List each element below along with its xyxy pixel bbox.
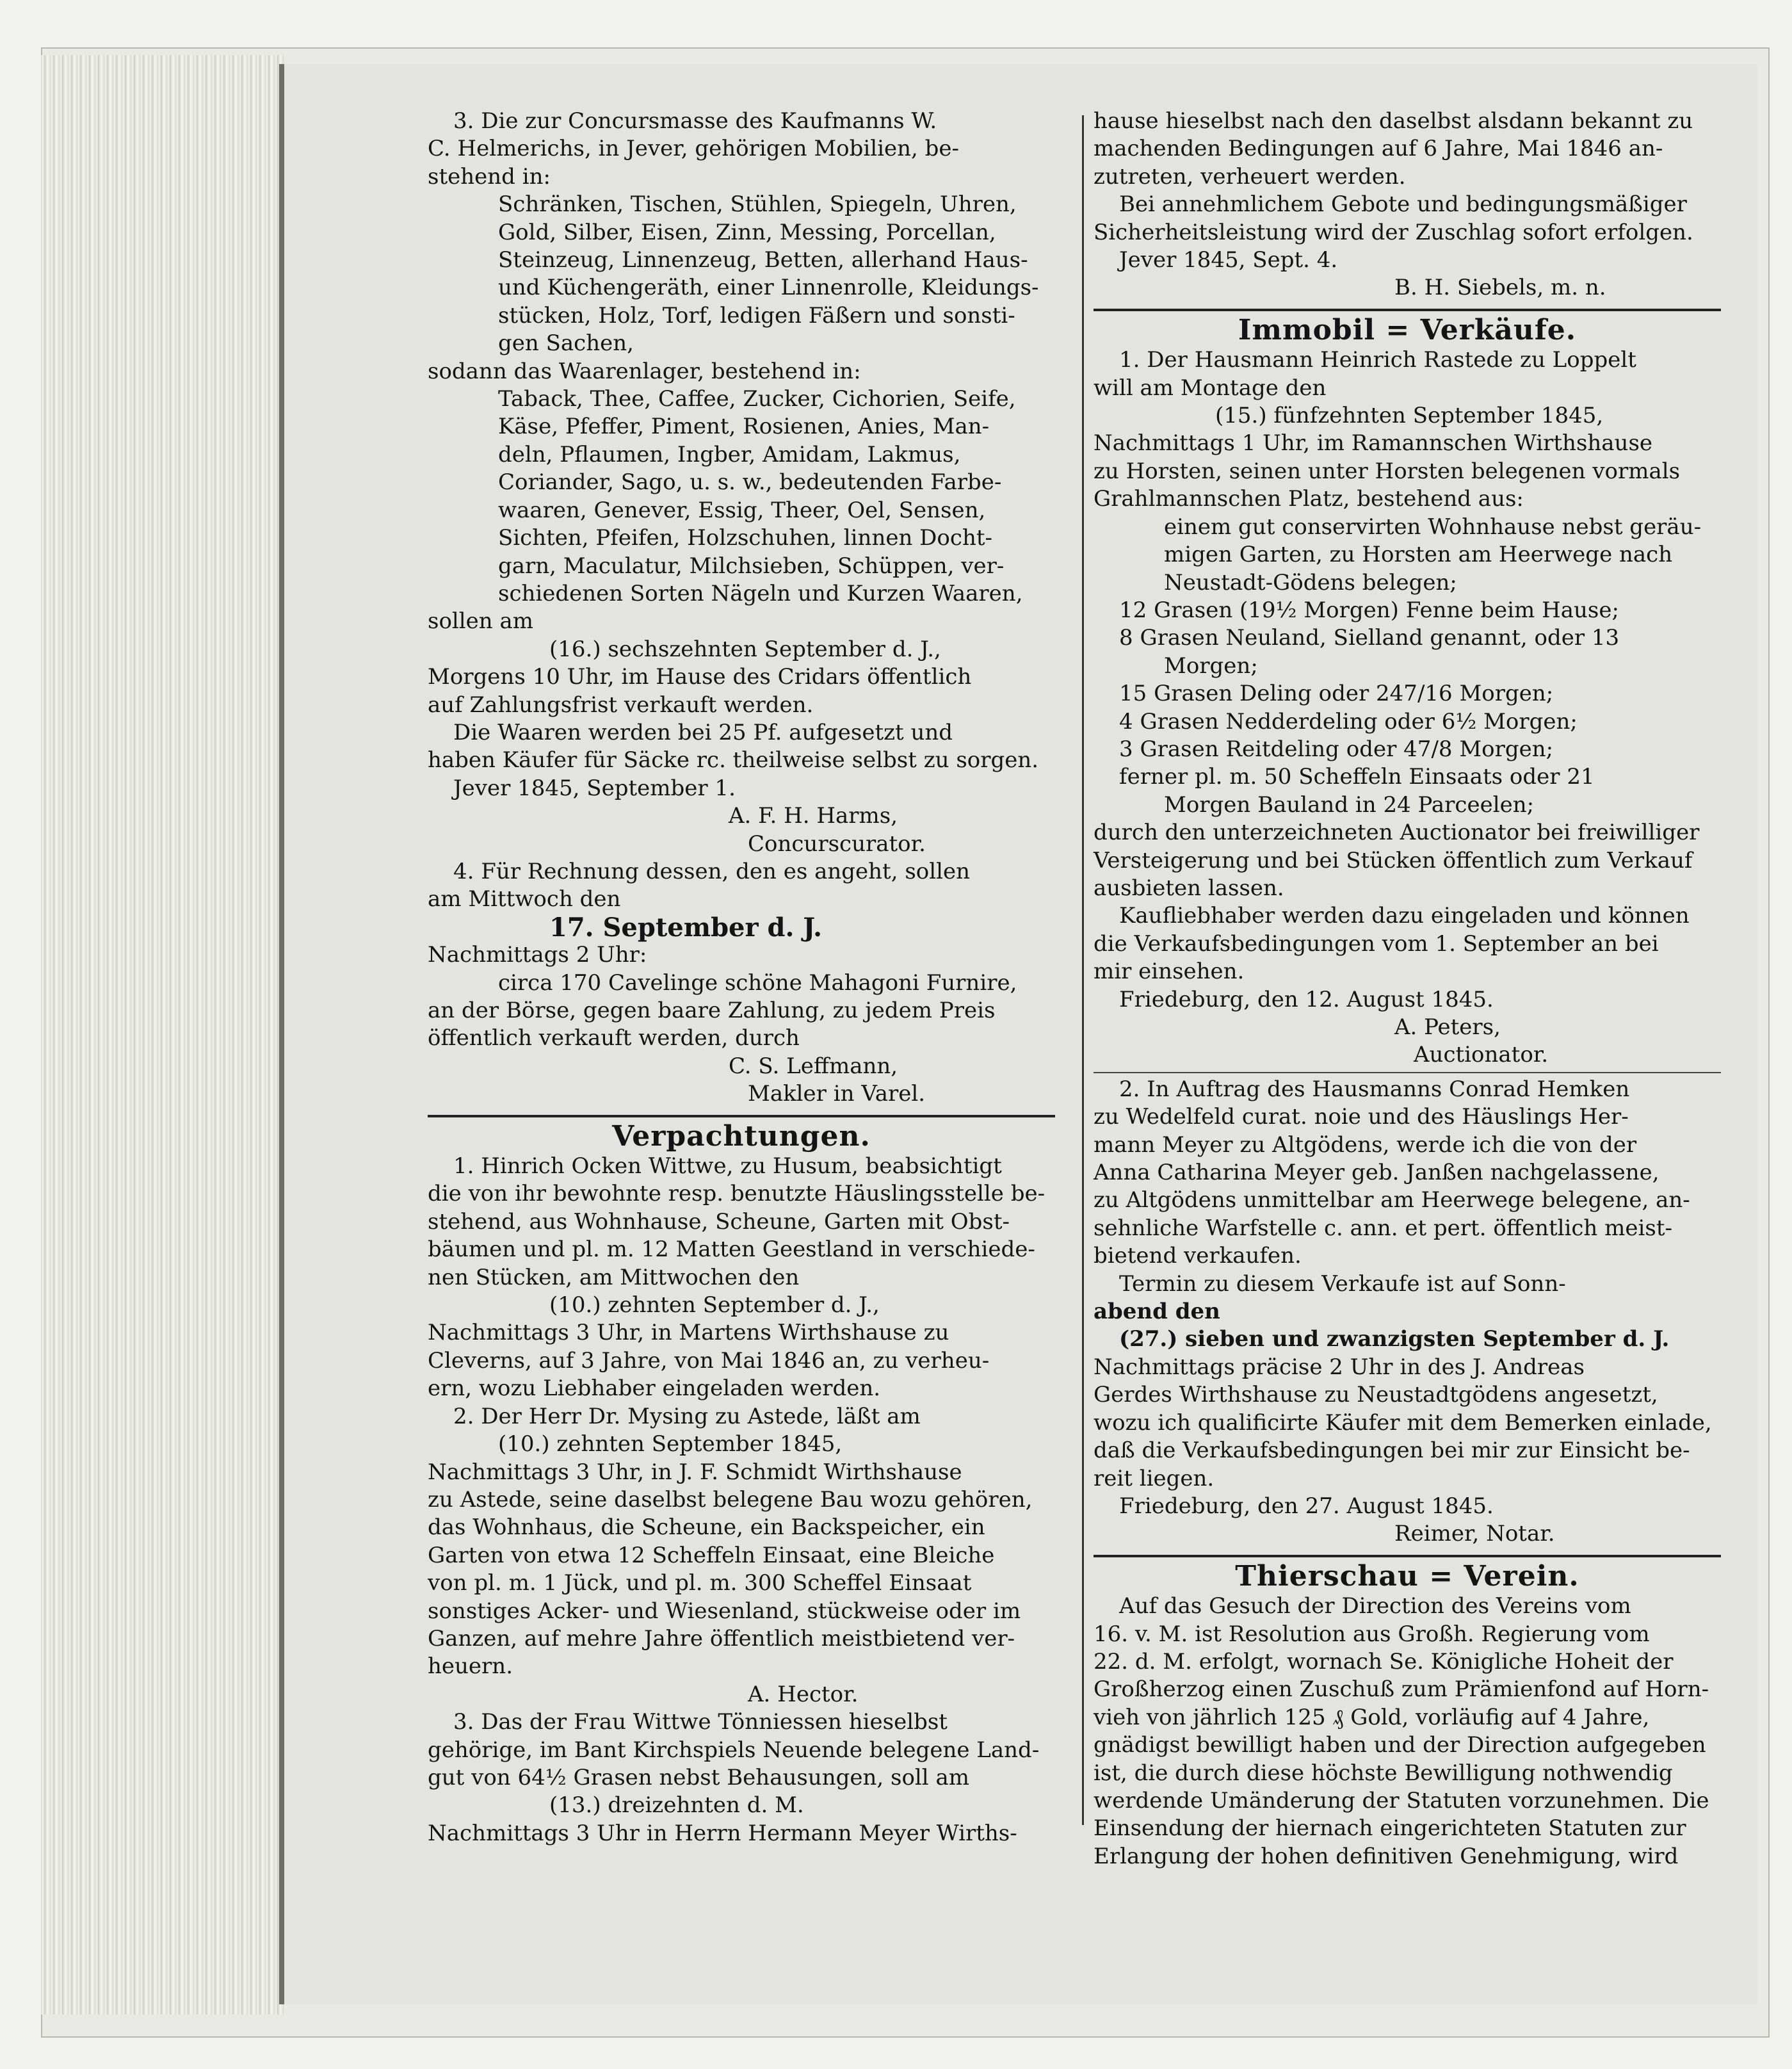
- text-line: nen Stücken, am Mittwochen den: [428, 1264, 800, 1290]
- text-line: migen Garten, zu Horsten am Heerwege nach: [1164, 542, 1673, 568]
- text-line: zu Horsten, seinen unter Horsten belegenen vormals: [1094, 458, 1681, 484]
- text-line: stücken, Holz, Torf, ledigen Fäßern und sonsti-: [498, 302, 1015, 329]
- notice-mahagoni: [428, 858, 1055, 1108]
- signature: A. F. H. Harms,: [729, 803, 898, 829]
- text-line: gehörige, im Bant Kirchspiels Neuende belegene Land-: [428, 1737, 1040, 1763]
- text-line: Anna Catharina Meyer geb. Janßen nachgelassene,: [1094, 1160, 1659, 1186]
- text-line: zu Astede, seine daselbst belegene Bau wozu gehören,: [428, 1486, 1033, 1513]
- text-line: 4 Grasen Nedderdeling oder 6½ Morgen;: [1119, 708, 1578, 734]
- notice-pacht-3: [428, 1708, 1055, 1847]
- date-line: 17. September d. J.: [549, 912, 823, 943]
- text-line: daß die Verkaufsbedingungen bei mir zur Einsicht be-: [1094, 1438, 1690, 1464]
- right-column: [1094, 108, 1721, 1870]
- notice-immobil-1: [1094, 346, 1721, 1069]
- date-line: (15.) fünfzehnten September 1845,: [1215, 403, 1604, 429]
- text-line: machenden Bedingungen auf 6 Jahre, Mai 1846 an-: [1094, 136, 1663, 162]
- notice-continuation: [1094, 108, 1721, 302]
- text-line: durch den unterzeichneten Auctionator bei freiwilliger: [1094, 820, 1700, 846]
- left-column: [428, 108, 1055, 1847]
- text-line: Cleverns, auf 3 Jahre, von Mai 1846 an, zu verheu-: [428, 1347, 990, 1374]
- text-line: 3. Das der Frau Wittwe Tönniessen hieselbst: [453, 1709, 948, 1735]
- text-line: waaren, Genever, Essig, Theer, Oel, Sensen,: [498, 497, 986, 523]
- text-line: Gold, Silber, Eisen, Zinn, Messing, Porcellan,: [498, 219, 996, 245]
- text-line: einem gut conservirten Wohnhause nebst geräu-: [1164, 514, 1702, 540]
- text-line: sollen am: [428, 608, 534, 635]
- signature: A. Hector.: [748, 1681, 859, 1707]
- text-line: 1. Der Hausmann Heinrich Rastede zu Loppelt: [1119, 347, 1636, 373]
- text-line: Bei annehmlichem Gebote und bedingungsmäßiger: [1119, 191, 1687, 218]
- text-line: Sicherheitsleistung wird der Zuschlag sofort erfolgen.: [1094, 219, 1693, 245]
- text-line: Grahlmannschen Platz, bestehend aus:: [1094, 486, 1524, 512]
- text-line: heuern.: [428, 1653, 513, 1680]
- signature: Reimer, Notar.: [1394, 1521, 1555, 1547]
- text-line: 2. In Auftrag des Hausmanns Conrad Hemken: [1119, 1076, 1630, 1102]
- text-line: 2. Der Herr Dr. Mysing zu Astede, läßt am: [453, 1403, 921, 1429]
- text-line: Käse, Pfeffer, Piment, Rosienen, Anies, Man-: [498, 414, 990, 440]
- text-line: Nachmittags 1 Uhr, im Ramannschen Wirthshause: [1094, 430, 1653, 457]
- text-line: Gerdes Wirthshause zu Neustadtgödens angesetzt,: [1094, 1382, 1658, 1408]
- text-line: Coriander, Sago, u. s. w., bedeutenden Farbe-: [498, 469, 1002, 496]
- text-line: garn, Maculatur, Milchsieben, Schüppen, ver-: [498, 553, 1005, 579]
- date-line: (10.) zehnten September d. J.,: [549, 1292, 880, 1318]
- text-line: Morgen Bauland in 24 Parceelen;: [1164, 791, 1535, 818]
- signature: B. H. Siebels, m. n.: [1394, 275, 1606, 301]
- signature: C. S. Leffmann,: [729, 1053, 898, 1079]
- column-divider: [1082, 115, 1084, 1825]
- text-line: sehnliche Warfstelle c. ann. et pert. öffentlich meist-: [1094, 1215, 1672, 1241]
- signature: A. Peters,: [1394, 1014, 1501, 1040]
- section-rule: [428, 1115, 1055, 1117]
- text-line: 22. d. M. erfolgt, wornach Se. Königliche Hoheit der: [1094, 1648, 1674, 1675]
- text-line: stehend, aus Wohnhause, Scheune, Garten mit Obst-: [428, 1208, 1010, 1235]
- text-line: wozu ich qualificirte Käufer mit dem Bemerken einlade,: [1094, 1409, 1712, 1436]
- text-line: haben Käufer für Säcke rc. theilweise selbst zu sorgen.: [428, 747, 1039, 774]
- text-line: mir einsehen.: [1094, 959, 1245, 985]
- text-line: und Küchengeräth, einer Linnenrolle, Kleidungs-: [498, 275, 1039, 301]
- text-line: 3. Die zur Concursmasse des Kaufmanns W.: [453, 108, 937, 134]
- notice-thierschau: [1094, 1593, 1721, 1870]
- text-line: von pl. m. 1 Jück, und pl. m. 300 Scheffel Einsaat: [428, 1570, 972, 1596]
- text-line: Termin zu diesem Verkaufe ist auf Sonn-: [1119, 1270, 1566, 1297]
- text-line: Versteigerung und bei Stücken öffentlich zum Verkauf: [1094, 847, 1693, 873]
- text-line: Schränken, Tischen, Stühlen, Spiegeln, Uhren,: [498, 191, 1017, 218]
- section-heading-immobil: Immobil = Verkäufe.: [1238, 313, 1577, 346]
- text-line: Morgens 10 Uhr, im Hause des Cridars öffentlich: [428, 664, 972, 690]
- text-line: bäumen und pl. m. 12 Matten Geestland in verschiede-: [428, 1237, 1035, 1263]
- notice-concursmasse: [428, 108, 1055, 858]
- section-rule: [1094, 309, 1721, 311]
- text-line: öffentlich verkauft werden, durch: [428, 1025, 800, 1051]
- text-line: Nachmittags 3 Uhr, in J. F. Schmidt Wirthshause: [428, 1459, 962, 1485]
- text-line: schiedenen Sorten Nägeln und Kurzen Waaren,: [498, 580, 1023, 606]
- text-line: Nachmittags präcise 2 Uhr in des J. Andreas: [1094, 1354, 1585, 1380]
- text-line: die Verkaufsbedingungen vom 1. September an bei: [1094, 930, 1659, 957]
- text-line: Nachmittags 3 Uhr in Herrn Hermann Meyer Wirths-: [428, 1820, 1017, 1846]
- text-line: 12 Grasen (19½ Morgen) Fenne beim Hause;: [1119, 597, 1619, 623]
- date-line: (13.) dreizehnten d. M.: [549, 1792, 804, 1819]
- text-line: bietend verkaufen.: [1094, 1243, 1302, 1269]
- text-line: abend den: [1094, 1299, 1220, 1325]
- text-line: Großherzog einen Zuschuß zum Prämienfond auf Horn-: [1094, 1676, 1709, 1703]
- text-line: Taback, Thee, Caffee, Zucker, Cichorien, Seife,: [498, 386, 1016, 412]
- place-date: Jever 1845, Sept. 4.: [1119, 247, 1338, 273]
- text-line: 3 Grasen Reitdeling oder 47/8 Morgen;: [1119, 736, 1554, 762]
- text-line: Ganzen, auf mehre Jahre öffentlich meistbietend ver-: [428, 1625, 1015, 1651]
- signature-title: Makler in Varel.: [748, 1081, 926, 1107]
- page-edges: [41, 55, 284, 2015]
- place-date: Jever 1845, September 1.: [453, 775, 736, 801]
- text-line: circa 170 Cavelinge schöne Mahagoni Furnire,: [498, 970, 1017, 996]
- text-line: reit liegen.: [1094, 1465, 1215, 1491]
- notice-pacht-1: [428, 1153, 1055, 1403]
- text-line: am Mittwoch den: [428, 886, 621, 913]
- text-line: will am Montage den: [1094, 375, 1327, 401]
- place-date: Friedeburg, den 12. August 1845.: [1119, 986, 1494, 1012]
- notice-immobil-2: [1094, 1076, 1721, 1548]
- text-line: Sichten, Pfeifen, Holzschuhen, linnen Docht-: [498, 525, 992, 551]
- text-line: C. Helmerichs, in Jever, gehörigen Mobilien, be-: [428, 136, 959, 162]
- text-line: Die Waaren werden bei 25 Pf. aufgesetzt und: [453, 719, 953, 745]
- section-heading-thierschau: Thierschau = Verein.: [1235, 1559, 1579, 1593]
- text-line: Garten von etwa 12 Scheffeln Einsaat, eine Bleiche: [428, 1542, 995, 1568]
- date-line: (16.) sechszehnten September d. J.,: [549, 636, 941, 662]
- text-line: 4. Für Rechnung dessen, den es angeht, sollen: [453, 858, 971, 884]
- date-line: (27.) sieben und zwanzigsten September d. J.: [1119, 1326, 1670, 1352]
- text-line: ist, die durch diese höchste Bewilligung nothwendig: [1094, 1760, 1673, 1786]
- text-line: Nachmittags 2 Uhr:: [428, 942, 647, 968]
- text-line: mann Meyer zu Altgödens, werde ich die von der: [1094, 1132, 1637, 1158]
- text-line: hause hieselbst nach den daselbst alsdann bekannt zu: [1094, 108, 1693, 134]
- text-line: 15 Grasen Deling oder 247/16 Morgen;: [1119, 681, 1554, 707]
- page-gutter: [279, 64, 284, 2004]
- text-line: Auf das Gesuch der Direction des Vereins vom: [1119, 1593, 1631, 1619]
- text-line: werdende Umänderung der Statuten vorzunehmen. Die: [1094, 1787, 1709, 1813]
- text-line: sonstiges Acker- und Wiesenland, stückweise oder im: [428, 1598, 1021, 1624]
- text-line: Erlangung der hohen definitiven Genehmigung, wird: [1094, 1843, 1679, 1869]
- text-line: zu Wedelfeld curat. noie und des Häuslings Her-: [1094, 1104, 1629, 1130]
- text-line: 8 Grasen Neuland, Sielland genannt, oder 13: [1119, 625, 1620, 651]
- notice-pacht-2: [428, 1403, 1055, 1708]
- text-line: vieh von jährlich 125 ₰ Gold, vorläufig auf 4 Jahre,: [1094, 1704, 1650, 1730]
- text-line: Einsendung der hiernach eingerichteten Statuten zur: [1094, 1815, 1686, 1842]
- text-line: an der Börse, gegen baare Zahlung, zu jedem Preis: [428, 998, 996, 1023]
- text-line: Nachmittags 3 Uhr, in Martens Wirthshause zu: [428, 1320, 949, 1346]
- signature-title: Auctionator.: [1414, 1042, 1549, 1068]
- text-line: gnädigst bewilligt haben und der Direction aufgegeben: [1094, 1732, 1706, 1758]
- text-line: das Wohnhaus, die Scheune, ein Backspeicher, ein: [428, 1514, 985, 1541]
- text-line: 1. Hinrich Ocken Wittwe, zu Husum, beabsichtigt: [453, 1153, 1002, 1180]
- text-line: deln, Pflaumen, Ingber, Amidam, Lakmus,: [498, 441, 961, 467]
- section-rule: [1094, 1555, 1721, 1557]
- text-line: Neustadt-Gödens belegen;: [1164, 569, 1457, 596]
- text-line: Kaufliebhaber werden dazu eingeladen und können: [1119, 903, 1690, 929]
- text-line: Morgen;: [1164, 653, 1258, 679]
- text-line: ausbieten lassen.: [1094, 875, 1284, 901]
- text-line: ern, wozu Liebhaber eingeladen werden.: [428, 1375, 881, 1402]
- text-line: die von ihr bewohnte resp. benutzte Häuslingsstelle be-: [428, 1181, 1045, 1207]
- date-line: (10.) zehnten September 1845,: [498, 1431, 843, 1457]
- text-line: zu Altgödens unmittelbar am Heerwege belegene, an-: [1094, 1187, 1690, 1213]
- text-line: zutreten, verheuert werden.: [1094, 163, 1406, 190]
- text-line: auf Zahlungsfrist verkauft werden.: [428, 692, 814, 718]
- place-date: Friedeburg, den 27. August 1845.: [1119, 1493, 1494, 1519]
- text-line: 16. v. M. ist Resolution aus Großh. Regierung vom: [1094, 1621, 1650, 1647]
- text-line: gen Sachen,: [498, 330, 634, 357]
- text-line: gut von 64½ Grasen nebst Behausungen, soll am: [428, 1764, 969, 1790]
- text-line: stehend in:: [428, 163, 551, 190]
- signature-title: Concurscurator.: [748, 831, 926, 857]
- text-line: ferner pl. m. 50 Scheffeln Einsaats oder 21: [1119, 764, 1595, 790]
- text-line: sodann das Waarenlager, bestehend in:: [428, 358, 861, 384]
- section-heading-verpachtungen: Verpachtungen.: [612, 1119, 871, 1153]
- notice-rule: [1094, 1072, 1721, 1073]
- text-line: Steinzeug, Linnenzeug, Betten, allerhand Haus-: [498, 247, 1028, 273]
